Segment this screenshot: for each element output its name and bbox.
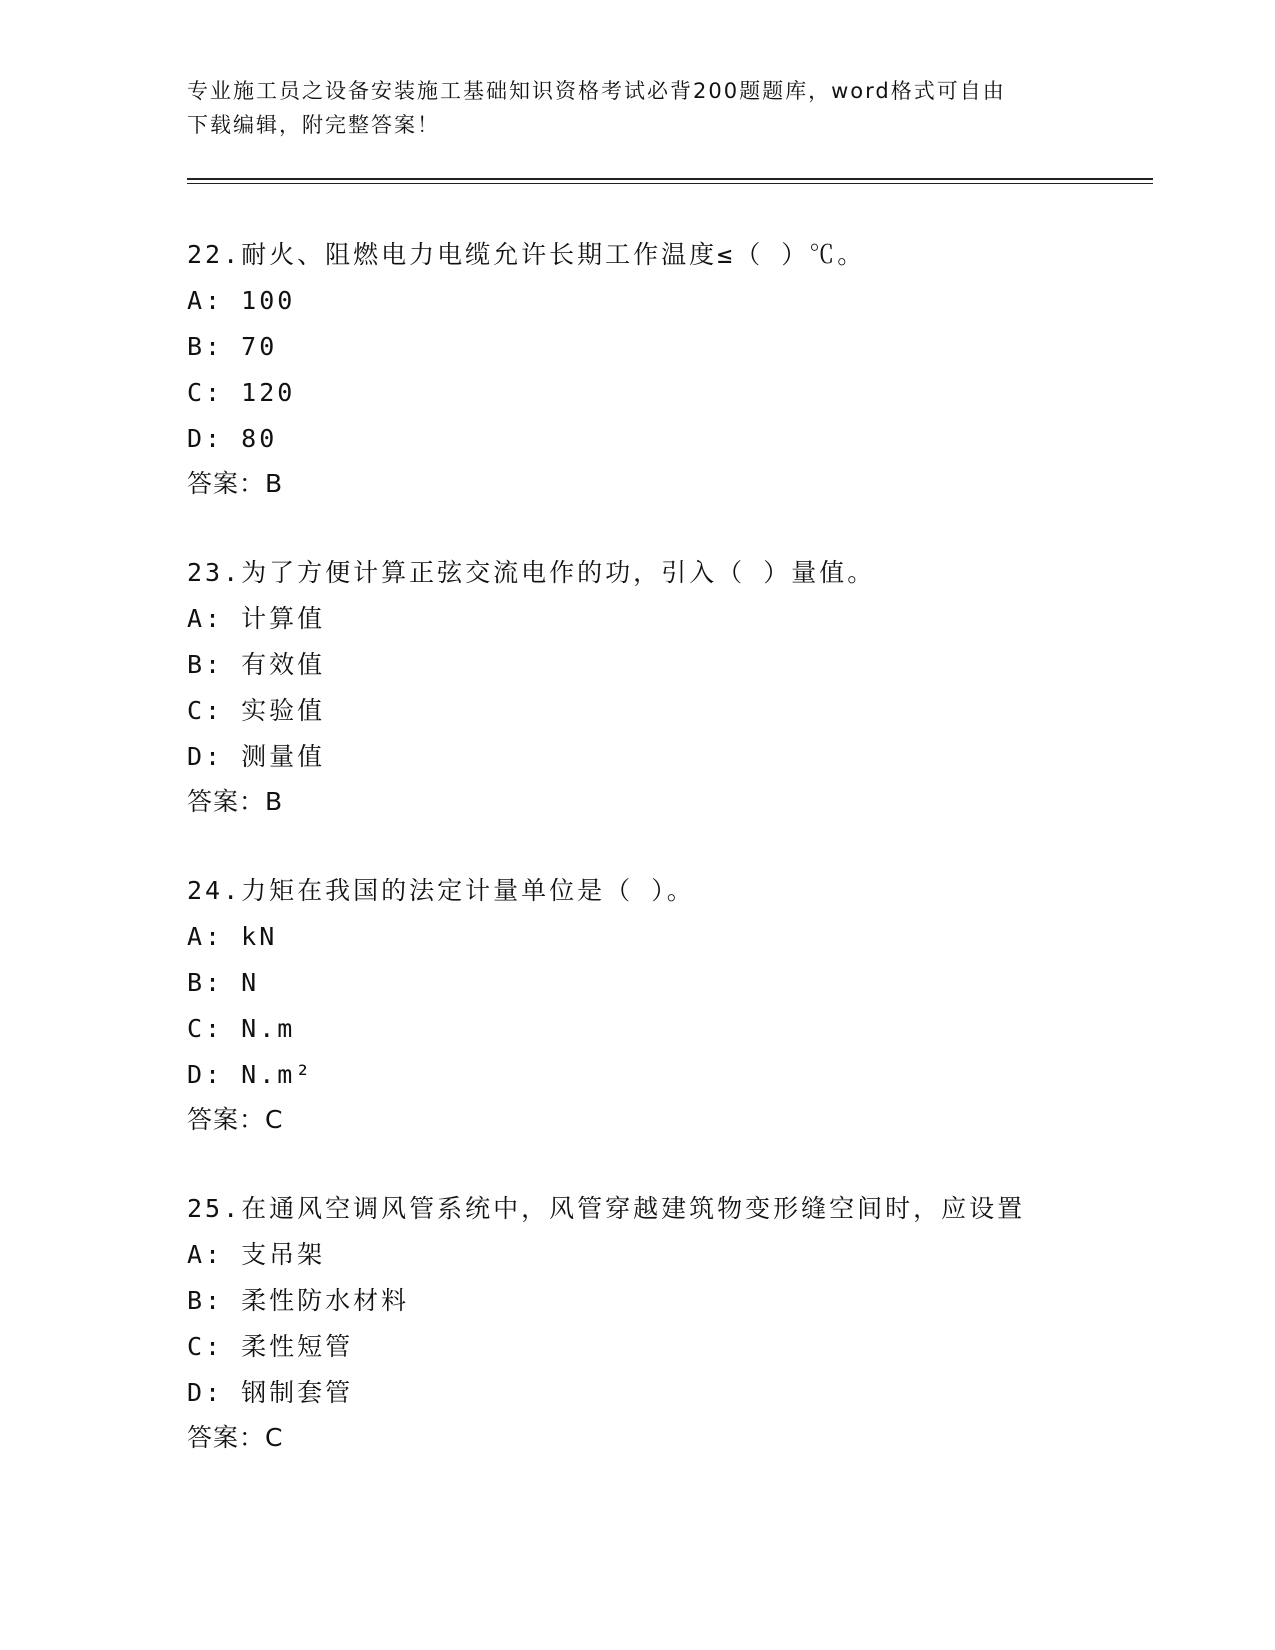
question-22 — [187, 232, 1153, 506]
option-a: A: 支吊架 — [187, 1240, 326, 1269]
option-d: D: 80 — [187, 424, 278, 453]
option-c: C: 120 — [187, 378, 296, 407]
option-a: A: 100 — [187, 286, 296, 315]
option-d: D: 钢制套管 — [187, 1378, 354, 1407]
header-line-1: 专业施工员之设备安装施工基础知识资格考试必背200题题库，word格式可自由 — [187, 79, 1006, 103]
question-stem: 23.为了方便计算正弦交流电作的功，引入（ ）量值。 — [187, 558, 876, 587]
question-stem: 22.耐火、阻燃电力电缆允许长期工作温度≤（ ）℃。 — [187, 240, 866, 269]
option-c: C: 柔性短管 — [187, 1332, 354, 1361]
answer-line: 答案：B — [187, 787, 284, 816]
option-d: D: N.m² — [187, 1060, 314, 1089]
option-d: D: 测量值 — [187, 742, 326, 771]
answer-line: 答案：C — [187, 1423, 284, 1452]
question-25 — [187, 1186, 1153, 1460]
option-b: B: 70 — [187, 332, 278, 361]
option-a: A: 计算值 — [187, 604, 326, 633]
question-stem: 25.在通风空调风管系统中，风管穿越建筑物变形缝空间时，应设置 — [187, 1194, 1026, 1223]
document-header — [187, 74, 1087, 142]
option-b: B: 柔性防水材料 — [187, 1286, 410, 1315]
question-stem: 24.力矩在我国的法定计量单位是（ ）。 — [187, 876, 695, 905]
question-24 — [187, 868, 1153, 1142]
option-c: C: N.m — [187, 1014, 296, 1043]
answer-line: 答案：B — [187, 469, 284, 498]
option-b: B: 有效值 — [187, 650, 326, 679]
question-23 — [187, 550, 1153, 824]
question-list — [187, 232, 1153, 1504]
header-line-2: 下载编辑，附完整答案！ — [187, 113, 440, 137]
header-divider-thin — [187, 183, 1153, 184]
option-b: B: N — [187, 968, 260, 997]
answer-line: 答案：C — [187, 1105, 284, 1134]
option-a: A: kN — [187, 922, 278, 951]
option-c: C: 实验值 — [187, 696, 326, 725]
header-divider-thick — [187, 178, 1153, 180]
